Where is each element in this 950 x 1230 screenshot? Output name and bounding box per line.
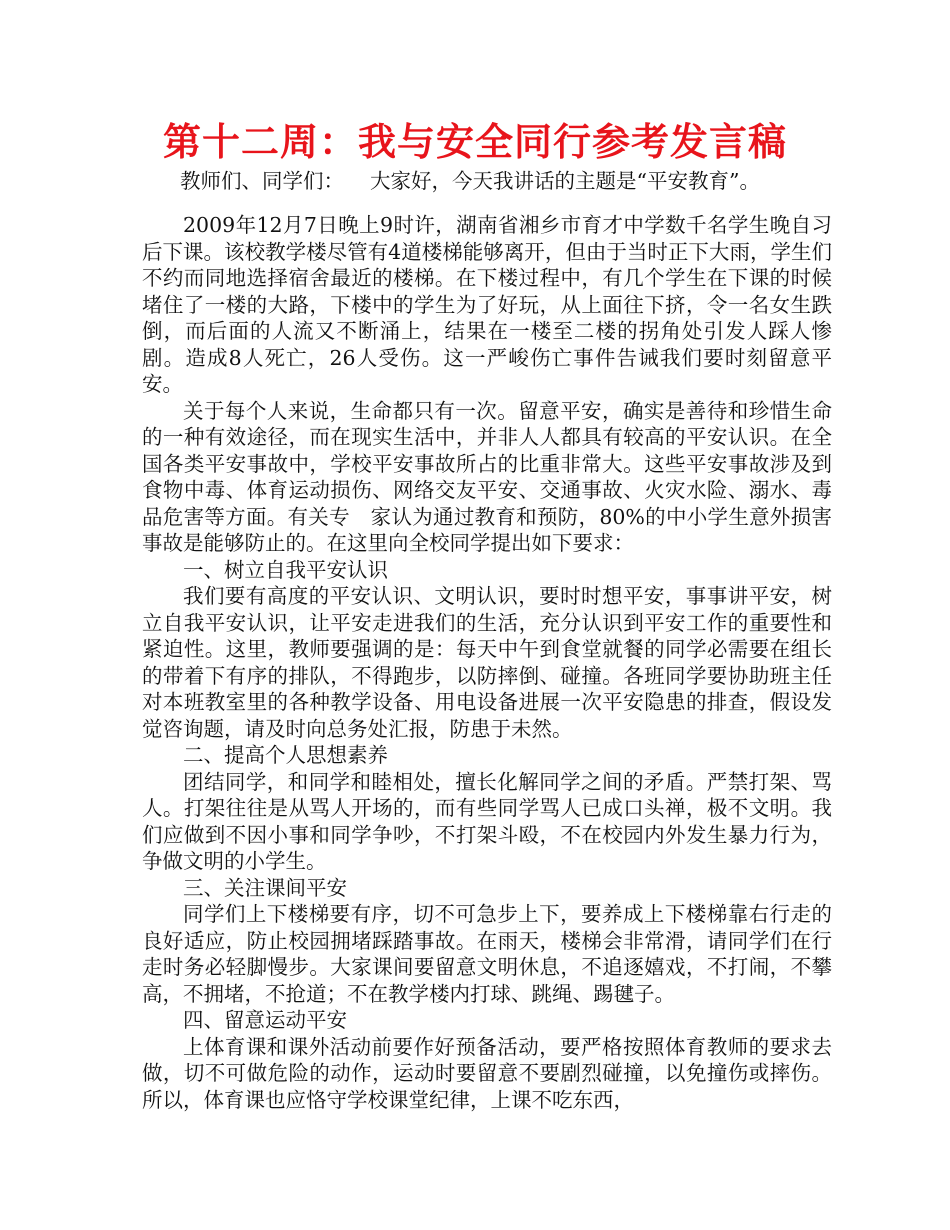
section-heading-2: 二、提高个人思想素养 — [183, 743, 388, 767]
paragraph-life-safety: 关于每个人来说，生命都只有一次。留意平安，确实是善待和珍惜生命的一种有效途径，而在现实生活中，并非人人都具有较高的平安认识。在全国各类平安事故中，学校平安事故所占的比重非常大。这些平安事故涉及到食物中毒、体育运动损伤、网络交友平安、交通事故、火灾水险、溺水、毒品危害等方面。有关专 家认为通过教育和预防，80%的中小学生意外损害事故是能够防止的。在这里向全校同学提出如下要求： — [142, 398, 832, 555]
document-body — [142, 212, 832, 1113]
document-title: 第十二周：我与安全同行参考发言稿 — [162, 120, 787, 164]
paragraph-safety-awareness: 我们要有高度的平安认识、文明认识，要时时想平安，事事讲平安，树立自我平安认识，让平安走进我们的生活，充分认识到平安工作的重要性和紧迫性。这里，教师要强调的是：每天中午到食堂就餐的同学必需要在组长的带着下有序的排队，不得跑步，以防摔倒、碰撞。各班同学要协助班主任对本班教室里的各种教学设备、用电设备进展一次平安隐患的排查，假设发觉咨询题，请及时向总务处汇报，防患于未然。 — [142, 584, 832, 741]
section-heading-3: 三、关注课间平安 — [183, 875, 347, 900]
section-heading-1: 一、树立自我平安认识 — [183, 557, 388, 582]
paragraph-sports-safety: 上体育课和课外活动前要作好预备活动，要严格按照体育教师的要求去做，切不可做危险的动作，运动时要留意不要剧烈碰撞，以免撞伤或摔伤。所以，体育课也应恪守学校课堂纪律，上课不吃东西， — [142, 1034, 832, 1112]
greeting-line — [180, 168, 880, 195]
section-heading-4: 四、留意运动平安 — [183, 1008, 347, 1032]
paragraph-personal-quality: 团结同学，和同学和睦相处，擅长化解同学之间的矛盾。严禁打架、骂人。打架往往是从骂人开场的，而有些同学骂人已成口头禅，极不文明。我们应做到不因小事和同学争吵，不打架斗殴，不在校园内外发生暴力行为，争做文明的小学生。 — [142, 769, 832, 873]
paragraph-break-safety: 同学们上下楼梯要有序，切不可急步上下，要养成上下楼梯靠右行走的良好适应，防止校园拥堵踩踏事故。在雨天，楼梯会非常滑，请同学们在行走时务必轻脚慢步。大家课间要留意文明休息，不追逐嬉戏，不打闹，不攀高，不拥堵，不抢道；不在教学楼内打球、跳绳、踢毽子。 — [142, 902, 832, 1006]
greeting-salutation: 教师们、同学们： — [180, 169, 344, 193]
paragraph-incident: 2009年12月7日晚上9时许，湖南省湘乡市育才中学数千名学生晚自习后下课。该校教学楼尽管有4道楼梯能够离开，但由于当时正下大雨，学生们不约而同地选择宿舍最近的楼梯。在下楼过程中，有几个学生在下课的时候堵住了一楼的大路，下楼中的学生为了好玩，从上面往下挤，令一名女生跌倒，而后面的人流又不断涌上，结果在一楼至二楼的拐角处引发人踩人惨剧。造成8人死亡，26人受伤。这一严峻伤亡事件告诫我们要时刻留意平安。 — [142, 213, 832, 396]
greeting-text: 大家好，今天我讲话的主题是“平安教育”。 — [370, 169, 760, 193]
